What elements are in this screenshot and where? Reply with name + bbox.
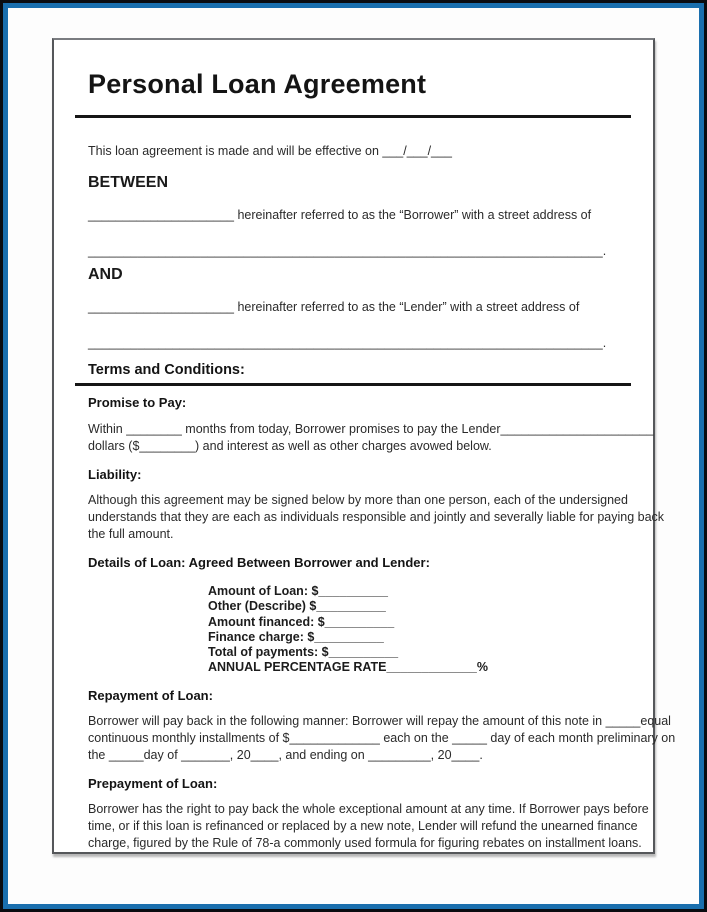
detail-item-amount-financed: Amount financed: $__________ — [208, 614, 395, 629]
terms-rule — [75, 383, 631, 386]
repayment-paragraph — [88, 713, 676, 764]
document-sheet — [52, 38, 676, 854]
promise-paragraph — [88, 421, 654, 455]
loan-details-heading: Details of Loan: Agreed Between Borrower and Lender: — [88, 554, 430, 570]
borrower-party-line: _____________________ hereinafter referred to as the “Borrower” with a street address of — [88, 207, 592, 222]
borrower-address-blank-line: _________________________________________________________________________. — [88, 243, 607, 258]
prepayment-line: Borrower has the right to pay back the whole exceptional amount at any time. If Borrower pays before — [88, 802, 649, 817]
prepayment-line: charge, figured by the Rule of 78-a commonly used formula for figuring rebates on installment loans. — [88, 836, 642, 851]
repayment-heading: Repayment of Loan: — [88, 687, 213, 703]
prepayment-line: time, or if this loan is refinanced or replaced by a new note, Lender will refund the unearned finance — [88, 819, 638, 834]
liability-heading: Liability: — [88, 466, 142, 482]
repayment-line: Borrower will pay back in the following manner: Borrower will repay the amount of this note in _____equal — [88, 713, 671, 728]
liability-line: understands that they are each as individuals responsible and jointly and severally liable for paying back — [88, 509, 665, 524]
promise-line: Within ________ months from today, Borrower promises to pay the Lender______________________ — [88, 421, 654, 436]
intro-line: This loan agreement is made and will be effective on ___/___/___ — [88, 143, 452, 158]
detail-item-amount-of-loan: Amount of Loan: $__________ — [208, 584, 388, 599]
detail-item-annual-percentage-rate: ANNUAL PERCENTAGE RATE_____________% — [208, 660, 488, 675]
promise-section — [88, 395, 654, 454]
terms-heading: Terms and Conditions: — [88, 362, 245, 379]
lender-address-blank-line: _________________________________________________________________________. — [88, 336, 607, 351]
document-title: Personal Loan Agreement — [88, 69, 427, 99]
and-section — [88, 265, 613, 352]
detail-item-other-describe: Other (Describe) $__________ — [208, 599, 386, 614]
repayment-line: the _____day of _______, 20____, and ending on _________, 20____. — [88, 747, 483, 762]
loan-details-list — [208, 584, 613, 676]
lender-party-line: _____________________ hereinafter referred to as the “Lender” with a street address of — [88, 300, 580, 315]
liability-line: the full amount. — [88, 526, 174, 541]
repayment-line: continuous monthly installments of $_____________ each on the _____ day of each month preliminary on — [88, 730, 676, 745]
prepayment-section — [88, 775, 649, 852]
prepayment-heading: Prepayment of Loan: — [88, 775, 218, 791]
repayment-section — [88, 687, 676, 764]
liability-paragraph — [88, 492, 665, 543]
promise-heading: Promise to Pay: — [88, 395, 187, 411]
liability-section — [88, 466, 665, 543]
promise-line: dollars ($________) and interest as well as other charges avowed below. — [88, 438, 492, 453]
title-rule — [75, 115, 631, 118]
liability-line: Although this agreement may be signed below by more than one person, each of the undersigned — [88, 492, 628, 507]
loan-details-section — [88, 555, 613, 676]
between-section — [88, 173, 613, 260]
detail-item-total-of-payments: Total of payments: $__________ — [208, 645, 399, 660]
between-heading: BETWEEN — [88, 173, 168, 191]
prepayment-paragraph — [88, 801, 649, 852]
page-frame-accent — [3, 3, 704, 909]
and-heading: AND — [88, 265, 123, 283]
detail-item-finance-charge: Finance charge: $__________ — [208, 629, 384, 644]
